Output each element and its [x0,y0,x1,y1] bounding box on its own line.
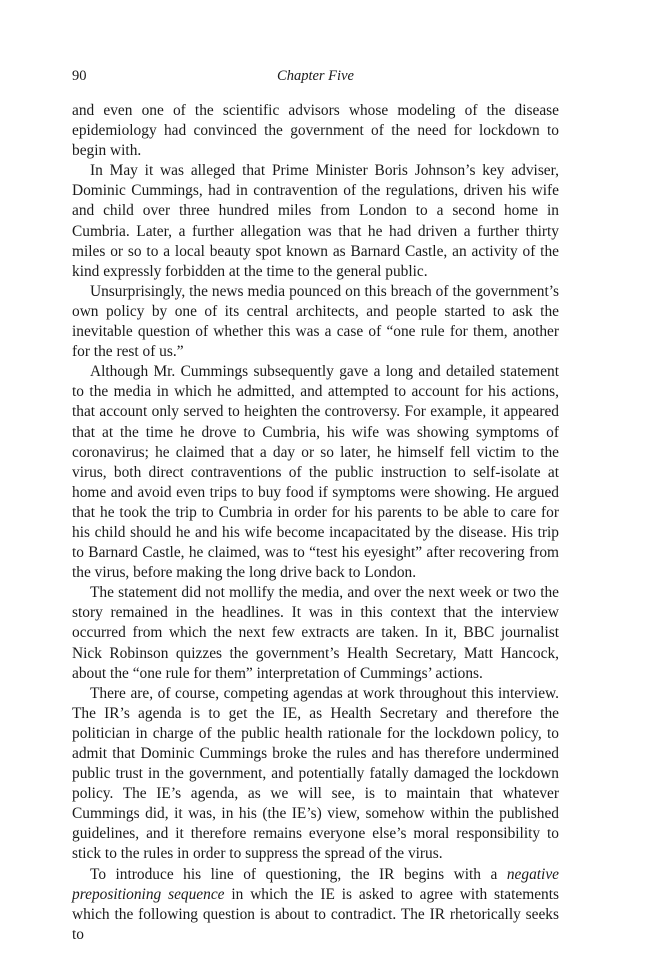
paragraph-text: in which the IE is asked to agree with statements which the following question is about to contradict. The IR rhetorically seeks to [72,885,559,943]
italic-term: negative prepositioning sequence [72,865,559,903]
page-number: 90 [72,68,87,84]
paragraph [72,865,559,945]
chapter-title: Chapter Five [277,68,354,84]
paragraph: Although Mr. Cummings subsequently gave a long and detailed statement to the media in which he admitted, and attempted to account for his actions, that account only served to heighten the controversy. For example, it appeared that at the time he drove to Cumbria, his wife was showing symptoms of coronavirus; he claimed that a day or so later, he himself fell victim to the virus, both direct contraventions of the public instruction to self-isolate at home and avoid even trips to buy food if symptoms were showing. He argued that he took the trip to Cumbria in order for his parents to be able to care for his child should he and his wife become incapacitated by the disease. His trip to Barnard Castle, he claimed, was to “test his eyesight” after recovering from the virus, before making the long drive back to London. [72,363,559,582]
paragraph: and even one of the scientific advisors whose modeling of the disease epidemiology had convinced the government of the need for lockdown to begin with. [72,102,559,160]
paragraph: In May it was alleged that Prime Minister Boris Johnson’s key adviser, Dominic Cummings, had in contravention of the regulations, driven his wife and child over three hundred miles from London to a second home in Cumbria. Later, a further allegation was that he had driven a further thirty miles or so to a local beauty spot known as Barnard Castle, an activity of the kind expressly forbidden at the time to the general public. [72,162,559,280]
paragraph: There are, of course, competing agendas at work throughout this interview. The IR’s agenda is to get the IE, as Health Secretary and therefore the politician in charge of the public health rationale for the lockdown policy, to admit that Dominic Cummings broke the rules and has therefore undermined public trust in the government, and potentially fatally damaged the lockdown policy. The IE’s agenda, as we will see, is to maintain that whatever Cummings did, it was, in his (the IE’s) view, somehow within the published guidelines, and it therefore remains everyone else’s moral responsibility to stick to the rules in order to suppress the spread of the virus. [72,684,559,863]
paragraph: The statement did not mollify the media, and over the next week or two the story remained in the headlines. It was in this context that the interview occurred from which the next few extracts are taken. In it, BBC journalist Nick Robinson quizzes the government’s Health Secretary, Matt Hancock, about the “one rule for them” interpretation of Cummings’ actions. [72,584,559,682]
running-header [72,68,559,88]
paragraph-text: To introduce his line of questioning, the IR begins with a [90,865,507,883]
paragraph: Unsurprisingly, the news media pounced on this breach of the government’s own policy by one of its central architects, and people started to ask the inevitable question of whether this was a case of “one rule for them, another for the rest of us.” [72,282,559,361]
body-text [72,101,559,945]
